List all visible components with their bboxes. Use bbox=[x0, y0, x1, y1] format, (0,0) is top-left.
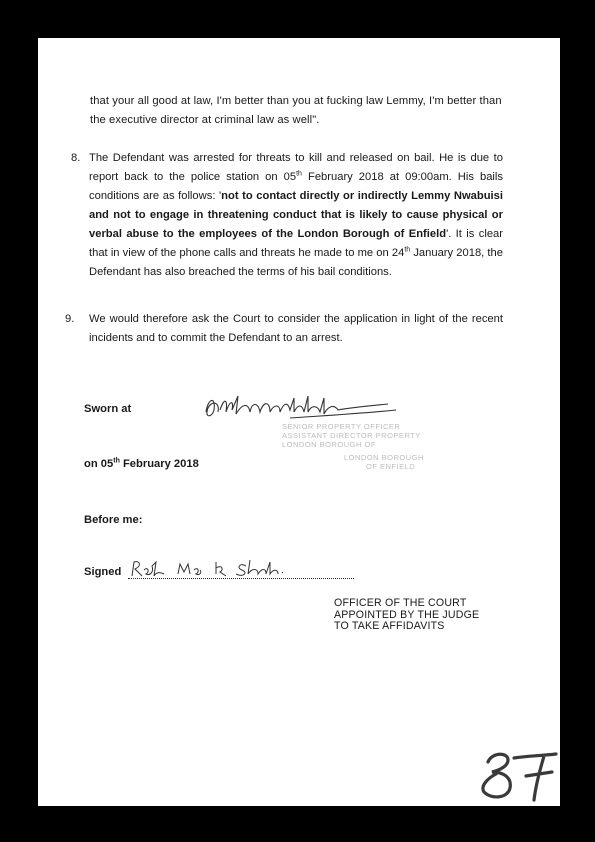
superscript: th bbox=[296, 170, 302, 178]
item-body: We would therefore ask the Court to consider the application in light of the recent incidents and to commit the Defendant to an arrest. bbox=[89, 313, 503, 344]
stamp-text: SENIOR PROPERTY OFFICER bbox=[282, 422, 401, 431]
signed-label: Signed bbox=[84, 566, 122, 578]
item-body bbox=[89, 149, 503, 282]
numbered-item-9 bbox=[65, 310, 505, 350]
document-page bbox=[38, 38, 560, 806]
date-text: on 05 bbox=[84, 458, 114, 470]
stamp-text: ASSISTANT DIRECTOR PROPERTY bbox=[282, 431, 421, 440]
officer-of-court-block bbox=[334, 598, 479, 633]
officer-line: OFFICER OF THE COURT bbox=[334, 597, 467, 609]
item-text: January 2018, the Defendant has also breached the terms of his bail conditions. bbox=[89, 247, 503, 278]
sworn-date bbox=[84, 458, 199, 470]
before-me-label: Before me: bbox=[84, 514, 143, 526]
superscript: th bbox=[113, 457, 120, 465]
item-number: 8. bbox=[71, 152, 81, 164]
officer-signature bbox=[130, 554, 320, 582]
item-text: February 2018 at 09:00am. His bails conditions are as follows: ' bbox=[89, 171, 503, 202]
stamp-text: LONDON BOROUGH OF bbox=[282, 440, 376, 449]
date-text: February 2018 bbox=[119, 458, 199, 470]
numbered-item-8 bbox=[71, 149, 511, 289]
stamp-text: OF ENFIELD bbox=[366, 462, 416, 471]
sworn-at-label: Sworn at bbox=[84, 403, 132, 415]
officer-line: APPOINTED BY THE JUDGE bbox=[334, 608, 480, 621]
officer-line: TO TAKE AFFIDAVITS bbox=[334, 620, 445, 632]
superscript: th bbox=[404, 246, 411, 254]
bail-conditions-bold: not to contact directly or indirectly Lemmy Nwabuisi and not to engage in threatening conduct that is likely to cause physical or verbal abuse to the employees of the London Borough of Enfield bbox=[89, 190, 503, 240]
item-number: 9. bbox=[65, 313, 75, 325]
paragraph-continuation: that your all good at law, I'm better than you at fucking law Lemmy, I'm better than the executive director at criminal law as well". bbox=[90, 95, 502, 126]
item-text: The Defendant was arrested for threats to kill and released on bail. He is due to report back to the police station on 05 bbox=[89, 152, 503, 183]
stamp-text: LONDON BOROUGH bbox=[344, 453, 424, 462]
item-text: '. It is clear that in view of the phone calls and threats he made to me on 24 bbox=[89, 228, 503, 259]
handwritten-page-number bbox=[478, 748, 560, 804]
official-stamp bbox=[282, 422, 424, 471]
